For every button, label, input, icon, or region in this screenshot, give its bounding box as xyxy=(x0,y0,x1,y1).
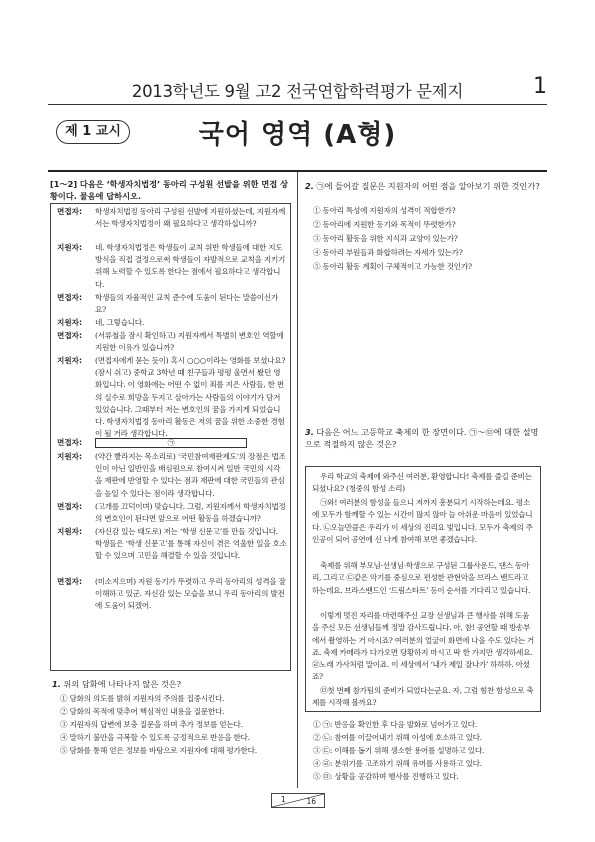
column-divider xyxy=(297,172,298,788)
dialogue-box xyxy=(50,203,291,671)
question-1 xyxy=(52,678,292,690)
exam-title: 2013학년도 9월 고2 전국연합학력평가 문제지 xyxy=(131,82,464,101)
page-footer xyxy=(271,793,325,808)
question-stem: 위의 담화에 나타나지 않은 것은? xyxy=(63,679,182,689)
speaker-label: 지원자: xyxy=(57,318,83,327)
question-stem: 다음은 어느 고등학교 축제의 한 장면이다. ㉠～㉤에 대한 설명으로 적절하지 않은 것은? xyxy=(305,427,539,449)
option-4[interactable]: ④ 말하기 불안을 극복할 수 있도록 긍정적으로 반응을 한다. xyxy=(60,733,250,742)
passage-paragraph: 우리 학교의 축제에 와주신 여러분, 환영합니다! 축제를 즐길 준비는 되셨나요? (청중의 함성 소리) xyxy=(312,472,532,494)
speaker-label: 지원자: xyxy=(57,452,83,461)
option-5[interactable]: ⑤ ㉤: 상황을 공감하며 행사를 진행하고 있다. xyxy=(313,772,459,781)
speaker-label: 면접자: xyxy=(57,331,83,340)
option-4[interactable]: ④ ㉣: 분위기를 고조하기 위해 유머를 사용하고 있다. xyxy=(313,759,482,768)
question-number: 3. xyxy=(305,427,314,437)
footer-page: 1 xyxy=(281,795,286,804)
question-number: 2. xyxy=(305,181,314,191)
dialogue-text xyxy=(95,437,287,449)
option-3[interactable]: ③ 동아리 활동을 위한 지식과 교양이 있는가? xyxy=(313,234,458,243)
option-1[interactable]: ① ㉠: 반응을 확인한 후 다음 발화로 넘어가고 있다. xyxy=(313,720,478,729)
speaker-label: 면접자: xyxy=(57,577,83,586)
option-2[interactable]: ② 동아리에 지원한 동기와 목적이 뚜렷한가? xyxy=(313,220,456,229)
dialogue-text: (면접자에게 묻는 듯이) 혹시 ○○○이라는 영화를 보셨나요? (잠시 쉬고) 중학교 3학년 때 친구들과 평평 울면서 봤던 영화입니다. 이 영화에는 어떤 수 없이 죄를 지은 사람들, 한 번의 실수로 희망을 두지고 살아가는 사람들의 이야기가 담겨 있었습니다. 그때부터 저는 변호인의 꿈을 가지게 되었습니다. 학생자치법정 동아리 활동은 저의 꿈을 위한 소중한 경험이 될 거라 생각합니다. xyxy=(95,356,286,439)
question-set-intro: [1～2] 다음은 ‘학생자치법정’ 동아리 구성원 선발을 위한 면접 상황이다. 물음에 답하시오. xyxy=(50,179,288,201)
question-3 xyxy=(305,426,541,450)
option-5[interactable]: ⑤ 동아리 활동 계획이 구체적이고 가능한 것인가? xyxy=(313,262,472,271)
option-5[interactable]: ⑤ 담화를 통해 얻은 정보를 바탕으로 지원자에 대해 평가한다. xyxy=(60,746,257,755)
question-stem: ㉠에 들어갈 질문은 지원자의 어떤 점을 알아보기 위한 것인가? xyxy=(316,181,540,191)
dialogue-text: 네. 학생자치법정은 학생들이 교칙 위반 학생들에 대한 지도 방식을 직접 결정으로써 학생들이 자발적으로 교칙을 지키기 위해 노력할 수 있도록 한다는 점에서 필요하다고 생각합니다. xyxy=(95,243,286,289)
speaker-label: 면접자: xyxy=(57,502,83,511)
option-3[interactable]: ③ ㉢: 이해를 돕기 위해 생소한 용어를 설명하고 있다. xyxy=(313,746,485,755)
dialogue-text: 네, 그렇습니다. xyxy=(95,318,145,327)
dialogue-text: 학생자치법정 동아리 구성원 선발에 지원하셨는데, 지원자께서는 학생자치법정이 왜 필요하다고 생각하십니까? xyxy=(95,207,286,229)
page-number: 1 xyxy=(533,74,547,99)
dialogue-text: 학생들의 자율적인 교칙 준수에 도움이 된다는 말씀이신가요? xyxy=(95,293,279,315)
option-1[interactable]: ① 담화의 의도를 밝혀 지원자의 주의를 집중시킨다. xyxy=(60,694,225,703)
dialogue-text: (서류철을 잠시 확인하고) 지원자께서 특별히 변호인 역할에 지원한 이유가 있습니까? xyxy=(95,331,284,353)
option-3[interactable]: ③ 지원자의 답변에 보충 질문을 하며 추가 정보를 얻는다. xyxy=(60,720,243,729)
answer-blank: ㉠ xyxy=(95,438,247,448)
subject-title: 국어 영역 (A형) xyxy=(198,120,397,150)
option-1[interactable]: ① 동아리 특성에 지원자의 성격이 적합한가? xyxy=(313,206,456,215)
dialogue-text: (미소지으며) 지원 동기가 뚜렷하고 우리 동아리의 성격을 잘 이해하고 있군. 자신감 있는 모습을 보니 우리 동아리의 발전에 도움이 되겠어. xyxy=(95,577,286,611)
footer-total: 16 xyxy=(306,797,316,806)
speaker-label: 지원자: xyxy=(57,527,83,536)
passage-paragraph: ㉠와! 여러분의 함성을 들으니 저까지 흥분되기 시작하는데요. 평소에 모두가 함께할 수 있는 시간이 많지 않아 늘 아쉬운 마음이 있었습니다. ㉡오늘만큼은 우리가 이 세상의 진리요 빛입니다. 모두가 축제의 주인공이 되어 공연에 신 나게 참여해 보면 좋겠습니다. xyxy=(312,498,533,544)
option-4[interactable]: ④ 동아리 부원들과 화합하려는 자세가 있는가? xyxy=(313,248,463,257)
passage-paragraph: 이렇게 멋진 자리를 마련해주신 교장 선생님과 큰 행사를 위해 도움을 주신 모든 선생님들께 정말 감사드립니다. 아, 참! 공연할 때 방송부에서 촬영하는 거 아시죠? 여러분의 얼굴이 화면에 나올 수도 있다는 거죠. 축제 카메라가 다가오면 당황하지 마시고 딱 한 가지만 생각하세요. ㉣노래 가사처럼 말이죠. 이 세상에서 ‘내가 제일 잘나가’ 하하하. 아셨죠? xyxy=(312,611,534,682)
dialogue-text: (약간 빨라지는 목소리로) ‘국민참여재판제도’의 장점은 법조인이 아닌 일반인을 배심원으로 참여시켜 일반 국민의 시각을 재판에 반영할 수 있다는 점과 재판에 대한 국민들의 관심을 높일 수 있다는 점이라 생각합니다. xyxy=(95,452,286,498)
speaker-label: 지원자: xyxy=(57,356,83,365)
passage-paragraph: 축제를 위해 부모님·선생님·학생으로 구성된 그룹사운드, 댄스 동아리, 그리고 ㉢같은 악기를 중심으로 편성한 관현악을 브라스 밴드라고 하는데요. 브라스밴드인 ‘드림스타트’ 등이 순서를 기다리고 있습니다. xyxy=(312,561,531,595)
period-badge: 제 1 교시 xyxy=(56,120,130,144)
passage-paragraph: ㉤첫 번째 참가팀의 준비가 되었다는군요. 자, 그럼 힘찬 함성으로 축제를 시작해 볼까요? xyxy=(312,686,534,708)
question-number: 1. xyxy=(52,679,61,689)
speaker-label: 면접자: xyxy=(57,207,83,216)
dialogue-text: (자신감 있는 태도로) 저는 ‘학생 신문고’를 만들 것입니다. 학생들은 ‘학생 신문고’를 통해 자신이 겪은 억울한 일을 호소할 수 있으며 고민을 해결할 수 있을 것입니다. xyxy=(95,527,287,561)
speaker-label: 면접자: xyxy=(57,438,83,447)
speaker-label: 면접자: xyxy=(57,293,83,302)
slash-divider xyxy=(272,794,324,807)
option-2[interactable]: ② ㉡: 참여를 이끌어내기 위해 이성에 호소하고 있다. xyxy=(313,733,482,742)
question-2 xyxy=(305,180,541,192)
passage-box xyxy=(305,466,541,712)
dialogue-text: (고개를 끄덕이며) 맞습니다. 그럼, 지원자께서 학생자치법정의 변호인이 된다면 앞으로 어떤 활동을 하겠습니까? xyxy=(95,502,286,524)
header-divider xyxy=(48,104,547,105)
speaker-label: 지원자: xyxy=(57,243,83,252)
option-2[interactable]: ② 담화의 목적에 맞추어 핵심적인 내용을 질문한다. xyxy=(60,707,225,716)
